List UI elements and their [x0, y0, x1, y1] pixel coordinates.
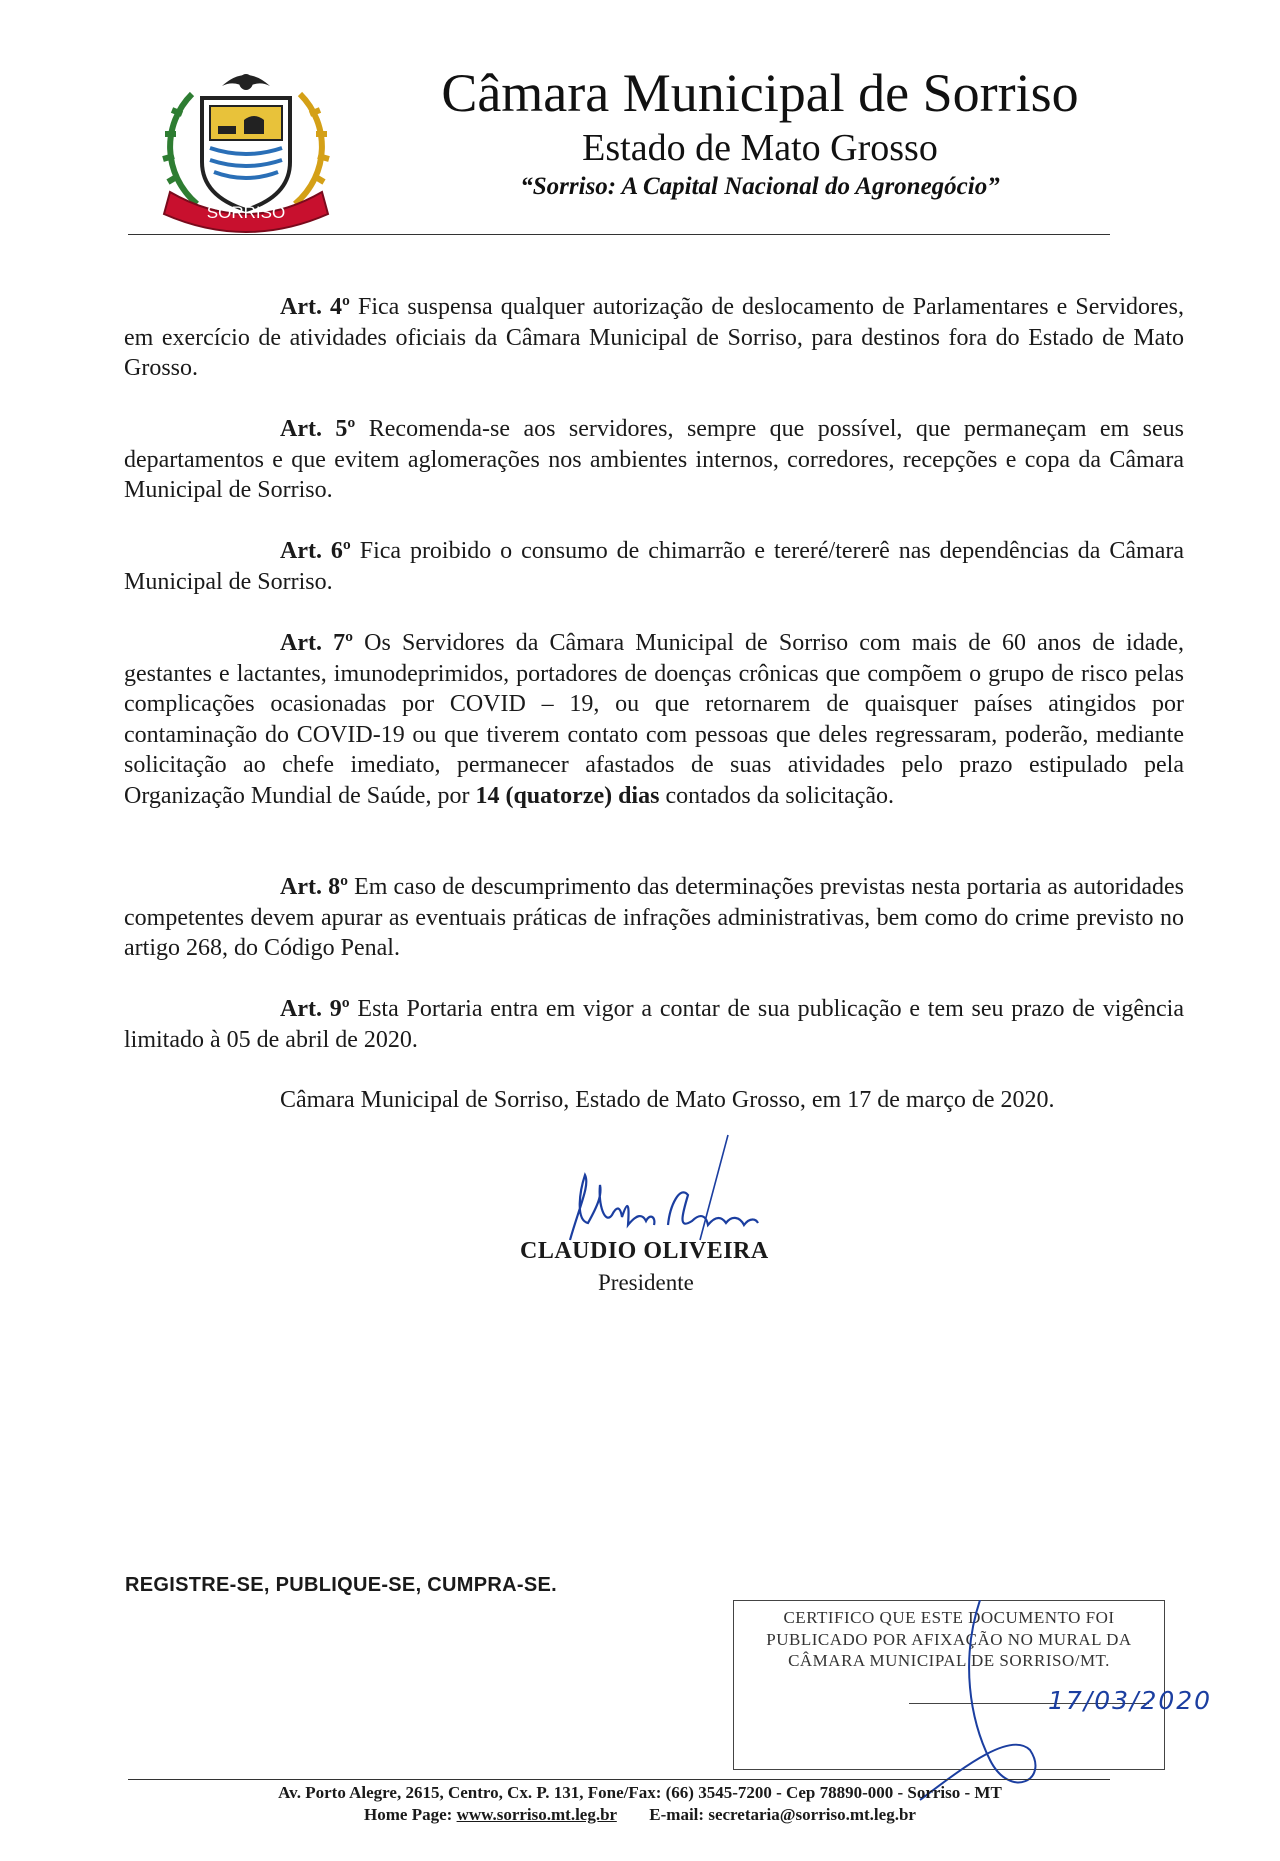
article-text: Esta Portaria entra em vigor a contar de sua publicação e tem seu prazo de vigência limitado à 05 de abril de 2020.: [124, 996, 1185, 1053]
article-8: [124, 872, 1184, 964]
header-title: Câmara Municipal de Sorriso: [441, 63, 1079, 123]
article-text: Fica suspensa qualquer autorização de deslocamento de Parlamentares e Servidores, em exercício de atividades oficiais da Câmara Municipal de Sorriso, para destinos fora do Estado de Mato Grosso.: [124, 294, 1184, 381]
article-label: Art. 8º: [280, 874, 348, 900]
registre-statement: REGISTRE-SE, PUBLIQUE-SE, CUMPRA-SE.: [125, 1574, 557, 1596]
article-text: Em caso de descumprimento das determinações previstas nesta portaria as autoridades competentes devem apurar as eventuais práticas de infrações administrativas, bem como do crime previsto no artigo 268, do Código Penal.: [124, 874, 1185, 961]
signer-name: CLAUDIO OLIVEIRA: [520, 1238, 769, 1264]
article-label: Art. 7º: [280, 630, 354, 656]
article-7: [124, 628, 1184, 811]
article-label: Art. 6º: [280, 538, 351, 564]
stamp-line-1: CERTIFICO QUE ESTE DOCUMENTO FOI: [783, 1608, 1115, 1627]
email-link[interactable]: secretaria@sorriso.mt.leg.br: [708, 1805, 916, 1824]
header-divider: [128, 234, 1110, 235]
coat-of-arms-logo: [152, 64, 340, 234]
article-text-tail: contados da solicitação.: [665, 782, 895, 809]
homepage-link[interactable]: www.sorriso.mt.leg.br: [456, 1805, 617, 1824]
article-6: [124, 536, 1184, 597]
footer-divider: [128, 1779, 1110, 1780]
footer-address: Av. Porto Alegre, 2615, Centro, Cx. P. 131, Fone/Fax: (66) 3545-7200 - Cep 78890-000 - Sorriso - MT: [278, 1783, 1002, 1802]
header-state: Estado de Mato Grosso: [582, 127, 938, 169]
article-bold-term: 14 (quatorze) dias: [475, 782, 660, 809]
article-label: Art. 4º: [280, 294, 350, 320]
stamp-handwritten-date: 17/03/2020: [1048, 1686, 1213, 1715]
email-label: E-mail:: [649, 1805, 705, 1824]
article-5: [124, 414, 1184, 506]
footer-contacts: [120, 1804, 1160, 1826]
article-text: Os Servidores da Câmara Municipal de Sorriso com mais de 60 anos de idade, gestantes e lactantes, imunodeprimidos, portadores de doenças crônicas que compõem o grupo de risco pelas complicações ocasionadas por COVID – 19, ou que retornarem de quaisquer países atingidos por contaminação do COVID-19 ou que tiverem contato com pessoas que deles regressaram, poderão, mediante solicitação ao chefe imediato, permanecer afastados de suas atividades pelo prazo estipulado pela Organização Mundial de Saúde, por: [124, 630, 1185, 809]
article-label: Art. 9º: [280, 996, 350, 1022]
svg-text:SORRISO: SORRISO: [206, 203, 286, 222]
header-slogan: “Sorriso: A Capital Nacional do Agronegócio”: [520, 173, 1000, 200]
article-text: Fica proibido o consumo de chimarrão e tereré/tererê nas dependências da Câmara Municipal de Sorriso.: [124, 538, 1184, 595]
article-text: Recomenda-se aos servidores, sempre que possível, que permaneçam em seus departamentos e que evitem aglomerações nos ambientes internos, corredores, recepções e copa da Câmara Municipal de Sorriso.: [124, 416, 1185, 503]
signer-role: Presidente: [598, 1270, 694, 1295]
article-9: [124, 994, 1184, 1055]
article-4: [124, 292, 1184, 384]
homepage-label: Home Page:: [364, 1805, 453, 1824]
stamp-line-3: CÂMARA MUNICIPAL DE SORRISO/MT.: [788, 1651, 1110, 1670]
stamp-line-2: PUBLICADO POR AFIXAÇÃO NO MURAL DA: [766, 1629, 1132, 1649]
closing-date-line: Câmara Municipal de Sorriso, Estado de Mato Grosso, em 17 de março de 2020.: [280, 1087, 1055, 1113]
article-label: Art. 5º: [280, 416, 356, 442]
